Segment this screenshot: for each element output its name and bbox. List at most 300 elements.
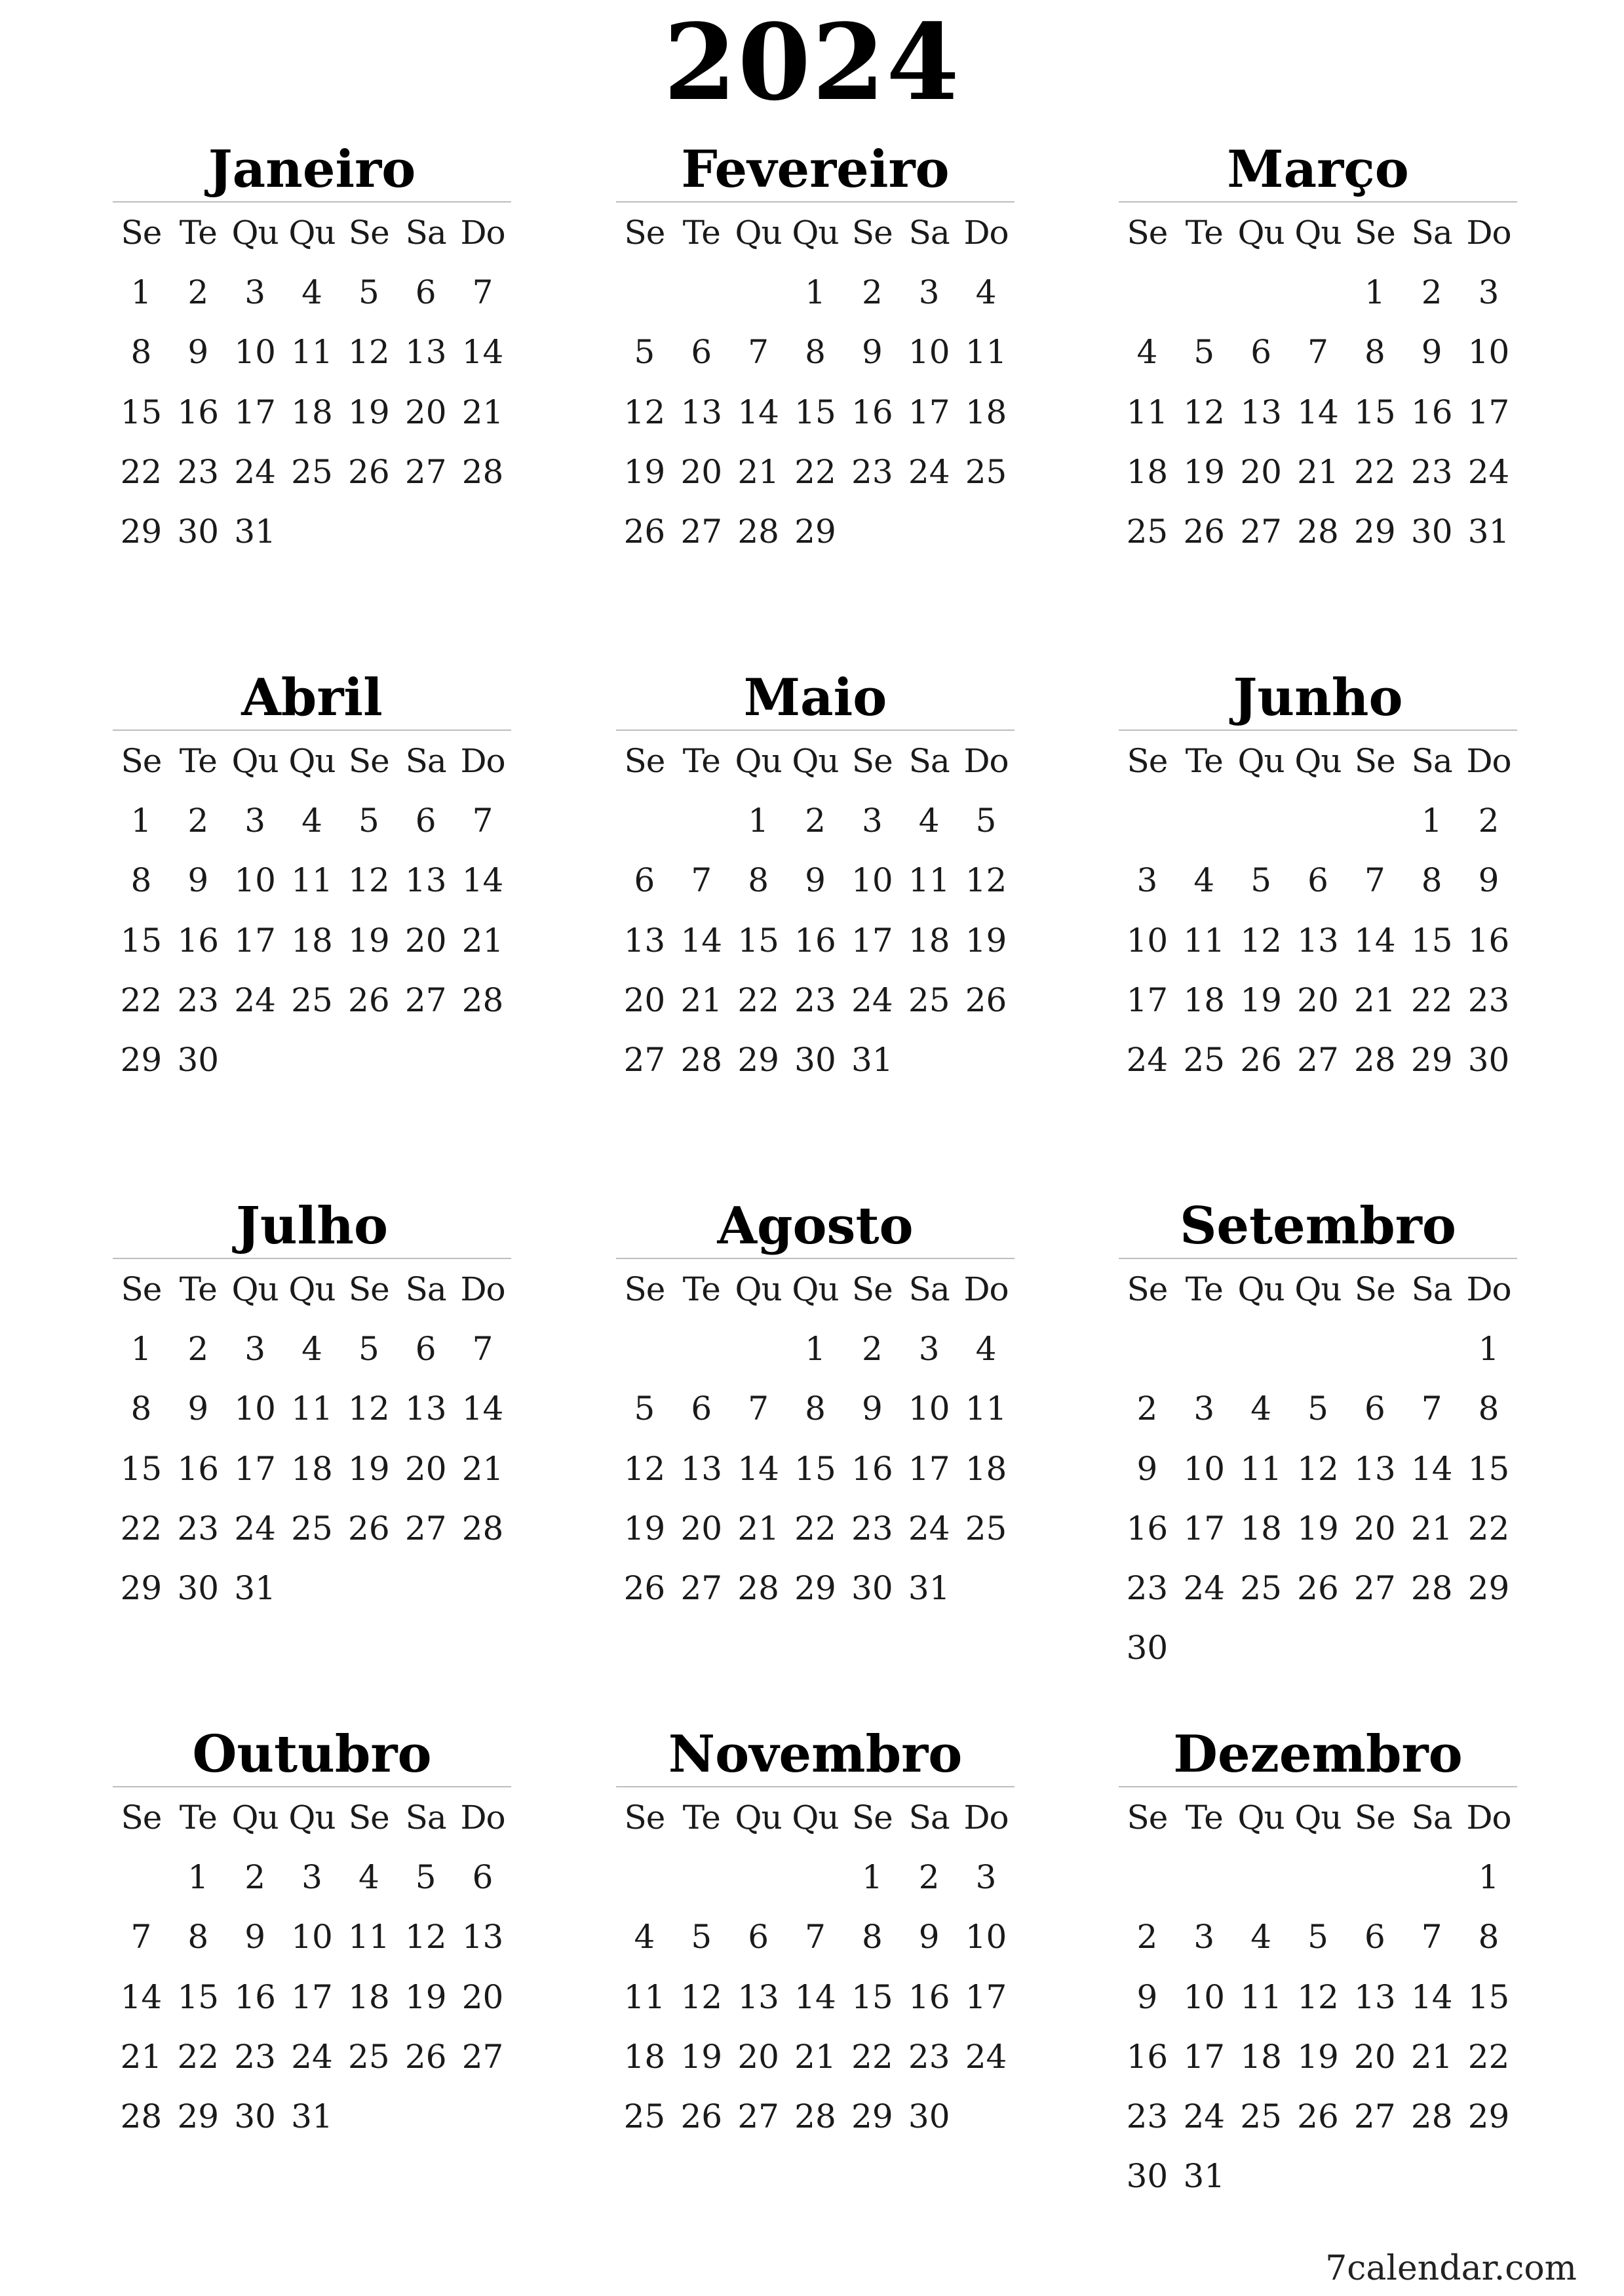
- week-row: [616, 263, 1015, 322]
- day-cell: 30: [177, 1041, 220, 1080]
- day-cell: 26: [348, 981, 390, 1019]
- day-cell: 29: [120, 1041, 163, 1080]
- day-cell: [616, 263, 673, 322]
- day-cell: 15: [120, 393, 163, 431]
- day-cell: 25: [1240, 1569, 1282, 1608]
- day-cell: [397, 1559, 454, 1618]
- weekday-label: Qu: [735, 1799, 782, 1837]
- day-cell: 15: [120, 921, 163, 960]
- day-cell: 25: [965, 452, 1007, 491]
- day-cell: 2: [1478, 802, 1499, 840]
- day-cell: 1: [187, 1858, 209, 1896]
- day-cell: 12: [348, 333, 390, 372]
- weekday-header-row: [1119, 1259, 1517, 1319]
- weekday-label: Do: [460, 214, 505, 252]
- day-cell: [454, 502, 511, 562]
- day-cell: 1: [805, 273, 826, 311]
- day-cell: 13: [680, 1449, 723, 1488]
- day-cell: 5: [1307, 1918, 1328, 1956]
- day-cell: 24: [234, 452, 276, 491]
- day-cell: 25: [908, 981, 950, 1019]
- day-cell: [454, 2087, 511, 2147]
- day-cell: 23: [234, 2037, 276, 2076]
- day-cell: 19: [1183, 452, 1226, 491]
- month-name: Maio: [743, 668, 887, 728]
- day-cell: 7: [691, 861, 712, 900]
- day-cell: 7: [805, 1918, 826, 1956]
- day-cell: 30: [1467, 1041, 1510, 1080]
- day-cell: 15: [737, 921, 779, 960]
- weekday-label: Sa: [1411, 742, 1452, 780]
- day-cell: 10: [851, 861, 893, 900]
- weekday-label: Qu: [1237, 1270, 1285, 1308]
- weekday-label: Te: [179, 214, 217, 252]
- day-cell: 18: [1240, 2037, 1282, 2076]
- weekday-label: Do: [963, 214, 1009, 252]
- day-cell: 23: [794, 981, 836, 1019]
- week-row: [616, 322, 1015, 382]
- week-row: [1119, 322, 1517, 382]
- day-cell: 27: [1354, 1569, 1396, 1608]
- day-cell: 1: [748, 802, 769, 840]
- weekday-label: Te: [682, 1799, 720, 1837]
- day-cell: 18: [348, 1977, 390, 2016]
- weekday-header-row: [113, 203, 511, 263]
- day-cell: 3: [244, 273, 266, 311]
- week-row: [616, 1379, 1015, 1439]
- day-cell: 4: [975, 1330, 997, 1368]
- day-cell: 11: [291, 1390, 333, 1428]
- day-cell: 13: [404, 1390, 447, 1428]
- weekday-label: Se: [121, 1270, 162, 1308]
- week-row: [1119, 442, 1517, 502]
- weekday-label: Te: [682, 742, 720, 780]
- day-cell: 23: [177, 981, 220, 1019]
- day-cell: 10: [965, 1918, 1007, 1956]
- weekday-header-row: [113, 731, 511, 791]
- day-cell: 24: [1183, 1569, 1226, 1608]
- day-cell: 14: [1410, 1977, 1453, 2016]
- day-cell: [454, 1030, 511, 1090]
- day-cell: 24: [965, 2037, 1007, 2076]
- weekday-label: Se: [1127, 742, 1168, 780]
- day-cell: 6: [415, 802, 436, 840]
- day-cell: 20: [1354, 1509, 1396, 1547]
- day-cell: 22: [1354, 452, 1396, 491]
- day-cell: [616, 1319, 673, 1379]
- day-cell: 19: [623, 1509, 666, 1547]
- weekday-label: Qu: [792, 1799, 839, 1837]
- day-cell: 23: [851, 1509, 893, 1547]
- week-row: [1119, 1559, 1517, 1618]
- day-cell: 23: [908, 2037, 950, 2076]
- day-cell: 28: [461, 981, 504, 1019]
- weekday-header-row: [616, 1259, 1015, 1319]
- day-cell: 14: [737, 393, 779, 431]
- weekday-label: Te: [1185, 742, 1223, 780]
- day-cell: 22: [794, 1509, 836, 1547]
- day-cell: 4: [301, 273, 322, 311]
- day-cell: 9: [805, 861, 826, 900]
- day-cell: 4: [634, 1918, 655, 1956]
- day-cell: 12: [623, 1449, 666, 1488]
- week-row: [1119, 2027, 1517, 2087]
- day-cell: 29: [737, 1041, 779, 1080]
- day-cell: [673, 263, 730, 322]
- day-cell: 3: [1193, 1918, 1215, 1956]
- month-block: [616, 661, 1015, 1090]
- day-cell: 9: [187, 333, 209, 372]
- day-cell: 15: [1410, 921, 1453, 960]
- day-cell: [1176, 263, 1233, 322]
- day-cell: 4: [1250, 1918, 1272, 1956]
- month-name: Fevereiro: [681, 140, 950, 199]
- day-cell: 28: [680, 1041, 723, 1080]
- day-cell: 30: [234, 2097, 276, 2136]
- weekday-header-row: [616, 731, 1015, 791]
- day-cell: [397, 2087, 454, 2147]
- day-cell: 14: [120, 1977, 163, 2016]
- day-cell: 21: [737, 452, 779, 491]
- day-cell: 27: [680, 1569, 723, 1608]
- day-cell: 5: [691, 1918, 712, 1956]
- day-cell: 8: [805, 1390, 826, 1428]
- day-cell: [284, 1030, 341, 1090]
- weekday-label: Te: [1185, 1270, 1223, 1308]
- day-cell: 3: [244, 1330, 266, 1368]
- day-cell: 5: [415, 1858, 436, 1896]
- weekday-label: Te: [682, 1270, 720, 1308]
- day-cell: 29: [1354, 513, 1396, 551]
- weekday-label: Qu: [735, 1270, 782, 1308]
- weekday-label: Se: [851, 214, 893, 252]
- day-cell: [1403, 1848, 1460, 1907]
- day-cell: 16: [1126, 1509, 1169, 1547]
- week-row: [113, 1848, 511, 1907]
- day-cell: [1119, 1848, 1176, 1907]
- week-row: [1119, 1439, 1517, 1499]
- day-cell: 6: [1307, 861, 1328, 900]
- day-cell: 13: [1354, 1449, 1396, 1488]
- day-cell: [1233, 1319, 1290, 1379]
- day-cell: 30: [1410, 513, 1453, 551]
- day-cell: 9: [187, 1390, 209, 1428]
- weekday-label: Te: [179, 742, 217, 780]
- day-cell: [1346, 1319, 1403, 1379]
- weekday-label: Se: [121, 742, 162, 780]
- day-cell: 22: [120, 1509, 163, 1547]
- day-cell: 10: [234, 861, 276, 900]
- day-cell: 5: [975, 802, 997, 840]
- week-row: [1119, 383, 1517, 442]
- day-cell: 15: [1467, 1449, 1510, 1488]
- week-row: [113, 1379, 511, 1439]
- day-cell: 15: [1467, 1977, 1510, 2016]
- day-cell: 27: [680, 513, 723, 551]
- day-cell: [843, 502, 900, 562]
- day-cell: 27: [1354, 2097, 1396, 2136]
- day-cell: [227, 1030, 284, 1090]
- day-cell: 11: [1183, 921, 1226, 960]
- month-block: [1119, 1718, 1517, 2207]
- day-cell: 9: [918, 1918, 940, 1956]
- day-cell: 9: [1136, 1449, 1158, 1488]
- day-cell: 17: [291, 1977, 333, 2016]
- day-cell: 22: [120, 981, 163, 1019]
- day-cell: 7: [472, 802, 493, 840]
- day-cell: 17: [234, 921, 276, 960]
- week-row: [1119, 263, 1517, 322]
- day-cell: [1346, 791, 1403, 851]
- day-cell: 5: [634, 1390, 655, 1428]
- day-cell: 29: [1467, 2097, 1510, 2136]
- week-row: [113, 2087, 511, 2147]
- day-cell: 30: [1126, 2157, 1169, 2196]
- week-row: [1119, 1848, 1517, 1907]
- day-cell: 25: [965, 1509, 1007, 1547]
- weekday-label: Qu: [288, 742, 336, 780]
- weekday-label: Sa: [1411, 1799, 1452, 1837]
- day-cell: 13: [1297, 921, 1339, 960]
- day-cell: 9: [244, 1918, 266, 1956]
- day-cell: 9: [1421, 333, 1442, 372]
- day-cell: 25: [1183, 1041, 1226, 1080]
- day-cell: 12: [404, 1918, 447, 1956]
- day-cell: 20: [737, 2037, 779, 2076]
- month-name: Dezembro: [1173, 1724, 1463, 1784]
- day-cell: 29: [794, 513, 836, 551]
- day-cell: 11: [965, 1390, 1007, 1428]
- day-cell: 12: [623, 393, 666, 431]
- day-cell: 11: [908, 861, 950, 900]
- day-cell: 27: [737, 2097, 779, 2136]
- day-cell: [1233, 791, 1290, 851]
- day-cell: 4: [1136, 333, 1158, 372]
- day-cell: 22: [1410, 981, 1453, 1019]
- day-cell: [1233, 2147, 1290, 2206]
- weekday-label: Do: [1466, 1799, 1511, 1837]
- month-name: Junho: [1233, 668, 1403, 728]
- day-cell: 31: [1467, 513, 1510, 551]
- month-block: [616, 1718, 1015, 2147]
- day-cell: 9: [1136, 1977, 1158, 2016]
- day-cell: 27: [1297, 1041, 1339, 1080]
- day-cell: 3: [918, 1330, 940, 1368]
- day-cell: 26: [348, 1509, 390, 1547]
- day-cell: 8: [130, 1390, 152, 1428]
- weekday-label: Qu: [792, 1270, 839, 1308]
- week-row: [1119, 1968, 1517, 2027]
- day-cell: 3: [975, 1858, 997, 1896]
- day-cell: 6: [691, 333, 712, 372]
- day-cell: 13: [404, 861, 447, 900]
- weekday-header-row: [113, 1259, 511, 1319]
- day-cell: 14: [461, 333, 504, 372]
- day-cell: [1346, 2147, 1403, 2206]
- day-cell: 21: [120, 2037, 163, 2076]
- day-cell: 28: [1410, 1569, 1453, 1608]
- day-cell: 14: [794, 1977, 836, 2016]
- weekday-label: Se: [348, 742, 389, 780]
- week-row: [1119, 1499, 1517, 1559]
- week-row: [113, 1559, 511, 1618]
- day-cell: 16: [1467, 921, 1510, 960]
- day-cell: 16: [908, 1977, 950, 2016]
- week-row: [616, 1907, 1015, 1967]
- day-cell: 22: [851, 2037, 893, 2076]
- week-row: [113, 442, 511, 502]
- day-cell: 18: [291, 393, 333, 431]
- day-cell: [1176, 1319, 1233, 1379]
- weekday-label: Se: [624, 742, 665, 780]
- day-cell: 30: [1126, 1629, 1169, 1667]
- day-cell: 28: [794, 2097, 836, 2136]
- weekday-label: Qu: [231, 742, 279, 780]
- day-cell: 15: [794, 1449, 836, 1488]
- day-cell: 19: [623, 452, 666, 491]
- day-cell: 5: [1250, 861, 1272, 900]
- day-cell: 29: [794, 1569, 836, 1608]
- week-row: [616, 1030, 1015, 1090]
- weekday-header-row: [616, 1787, 1015, 1848]
- day-cell: [1119, 1319, 1176, 1379]
- day-cell: 26: [348, 452, 390, 491]
- day-cell: 2: [1421, 273, 1442, 311]
- day-cell: 22: [794, 452, 836, 491]
- weekday-label: Se: [348, 1270, 389, 1308]
- day-cell: 22: [177, 2037, 220, 2076]
- day-cell: 25: [291, 981, 333, 1019]
- day-cell: 21: [1354, 981, 1396, 1019]
- day-cell: 20: [680, 452, 723, 491]
- day-cell: [957, 502, 1015, 562]
- weekday-label: Te: [682, 214, 720, 252]
- day-cell: 1: [130, 1330, 152, 1368]
- week-row: [113, 502, 511, 562]
- day-cell: [113, 1848, 170, 1907]
- day-cell: [397, 1030, 454, 1090]
- day-cell: 8: [1421, 861, 1442, 900]
- week-row: [616, 1319, 1015, 1379]
- day-cell: 11: [291, 861, 333, 900]
- weekday-label: Sa: [908, 742, 950, 780]
- day-cell: 25: [291, 1509, 333, 1547]
- weekday-label: Se: [1127, 1799, 1168, 1837]
- day-cell: 19: [965, 921, 1007, 960]
- day-cell: 21: [1410, 2037, 1453, 2076]
- day-cell: 3: [1193, 1390, 1215, 1428]
- day-cell: 11: [1240, 1449, 1282, 1488]
- day-cell: 21: [1297, 452, 1339, 491]
- day-cell: 27: [404, 981, 447, 1019]
- day-cell: 20: [404, 1449, 447, 1488]
- day-cell: [957, 1559, 1015, 1618]
- day-cell: 13: [461, 1918, 504, 1956]
- day-cell: 21: [794, 2037, 836, 2076]
- day-cell: 14: [680, 921, 723, 960]
- day-cell: 6: [1364, 1918, 1385, 1956]
- week-row: [113, 1499, 511, 1559]
- week-row: [616, 791, 1015, 851]
- day-cell: 13: [737, 1977, 779, 2016]
- week-row: [1119, 1618, 1517, 1678]
- day-cell: 18: [291, 921, 333, 960]
- day-cell: [957, 1030, 1015, 1090]
- day-cell: [1176, 791, 1233, 851]
- day-cell: 30: [908, 2097, 950, 2136]
- day-cell: 2: [187, 802, 209, 840]
- day-cell: 11: [1126, 393, 1169, 431]
- day-cell: 18: [1183, 981, 1226, 1019]
- month-name: Abril: [241, 668, 383, 728]
- day-cell: 3: [1478, 273, 1499, 311]
- weekday-label: Se: [1127, 214, 1168, 252]
- weekday-label: Sa: [1411, 1270, 1452, 1308]
- day-cell: 28: [120, 2097, 163, 2136]
- day-cell: 7: [130, 1918, 152, 1956]
- day-cell: 21: [461, 921, 504, 960]
- day-cell: 30: [794, 1041, 836, 1080]
- day-cell: 12: [680, 1977, 723, 2016]
- day-cell: 11: [965, 333, 1007, 372]
- week-row: [616, 502, 1015, 562]
- weekday-label: Sa: [1411, 214, 1452, 252]
- day-cell: 15: [177, 1977, 220, 2016]
- day-cell: 8: [1364, 333, 1385, 372]
- day-cell: 18: [623, 2037, 666, 2076]
- week-row: [113, 1439, 511, 1499]
- day-cell: 13: [1354, 1977, 1396, 2016]
- day-cell: [340, 1559, 397, 1618]
- day-cell: 4: [301, 802, 322, 840]
- site-credit: 7calendar.com: [1325, 2249, 1577, 2288]
- day-cell: 16: [177, 393, 220, 431]
- day-cell: 5: [358, 802, 379, 840]
- day-cell: 16: [851, 393, 893, 431]
- weekday-label: Se: [851, 742, 893, 780]
- day-cell: [1346, 1848, 1403, 1907]
- weekday-label: Se: [1354, 1799, 1395, 1837]
- day-cell: [673, 1319, 730, 1379]
- day-cell: 31: [1183, 2157, 1226, 2196]
- day-cell: 20: [1354, 2037, 1396, 2076]
- week-row: [616, 1559, 1015, 1618]
- weekday-label: Sa: [405, 1799, 446, 1837]
- weekday-header-row: [1119, 1787, 1517, 1848]
- day-cell: 12: [1297, 1977, 1339, 2016]
- day-cell: [616, 1848, 673, 1907]
- day-cell: [1290, 1618, 1347, 1678]
- day-cell: 5: [634, 333, 655, 372]
- day-cell: 25: [1126, 513, 1169, 551]
- week-row: [1119, 2087, 1517, 2147]
- day-cell: 10: [908, 1390, 950, 1428]
- day-cell: 7: [1364, 861, 1385, 900]
- week-row: [616, 1499, 1015, 1559]
- day-cell: 26: [965, 981, 1007, 1019]
- day-cell: 10: [1126, 921, 1169, 960]
- day-cell: 7: [748, 333, 769, 372]
- day-cell: 4: [1193, 861, 1215, 900]
- week-row: [616, 971, 1015, 1030]
- day-cell: 30: [851, 1569, 893, 1608]
- day-cell: 27: [623, 1041, 666, 1080]
- week-row: [113, 911, 511, 971]
- day-cell: [616, 791, 673, 851]
- day-cell: 31: [234, 1569, 276, 1608]
- day-cell: [1233, 1618, 1290, 1678]
- day-cell: 28: [1297, 513, 1339, 551]
